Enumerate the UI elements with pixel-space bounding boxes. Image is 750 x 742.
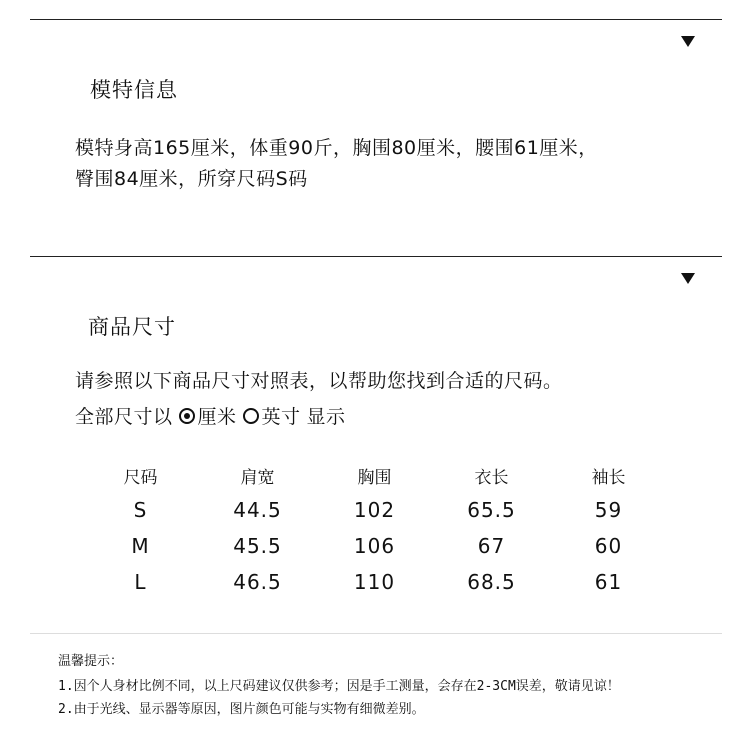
unit-inch-label[interactable]: 英寸 (261, 406, 301, 428)
table-header-cell: 胸围 (357, 467, 392, 488)
table-row (82, 528, 667, 564)
table-cell: 65.5 (467, 498, 516, 522)
size-table (82, 458, 667, 600)
table-header-cell: 尺码 (123, 467, 158, 488)
table-cell: 67 (477, 534, 506, 558)
section-divider (30, 256, 722, 257)
table-cell: 45.5 (233, 534, 282, 558)
table-header-cell: 肩宽 (240, 467, 275, 488)
table-cell: 110 (353, 570, 396, 594)
table-row (82, 492, 667, 528)
table-header-cell: 衣长 (474, 467, 509, 488)
table-cell: L (134, 570, 147, 594)
size-section-title: 商品尺寸 (88, 315, 176, 339)
table-header-cell: 袖长 (591, 467, 626, 488)
tips-title: 温馨提示： (58, 654, 124, 669)
table-row (82, 564, 667, 600)
unit-inch-radio[interactable] (243, 408, 259, 424)
table-cell: 106 (353, 534, 396, 558)
unit-suffix-label: 显示 (306, 406, 346, 428)
collapse-toggle-icon[interactable] (681, 36, 695, 47)
table-cell: 60 (594, 534, 623, 558)
tips-item-2: 2.由于光线、显示器等原因，图片颜色可能与实物有细微差别。 (58, 702, 425, 717)
tips-item-1: 1.因个人身材比例不同，以上尺码建议仅供参考；因是手工测量，会存在2-3CM误差，敬请见谅！ (58, 679, 620, 694)
size-intro-text: 请参照以下商品尺寸对照表，以帮助您找到合适的尺码。 (75, 370, 563, 392)
model-info-line-1: 模特身高165厘米，体重90斤，胸围80厘米，腰围61厘米， (75, 137, 598, 159)
table-cell: 102 (353, 498, 396, 522)
unit-cm-radio[interactable] (179, 408, 195, 424)
unit-cm-label[interactable]: 厘米 (197, 406, 237, 428)
section-divider (30, 19, 722, 20)
table-cell: 59 (594, 498, 623, 522)
unit-selector (75, 402, 346, 429)
table-header-row (82, 458, 667, 492)
model-info-line-2: 臀围84厘米，所穿尺码S码 (75, 168, 308, 190)
table-cell: 68.5 (467, 570, 516, 594)
unit-prefix-label: 全部尺寸以 (75, 406, 173, 428)
table-cell: S (133, 498, 148, 522)
table-cell: 44.5 (233, 498, 282, 522)
table-cell: 61 (594, 570, 623, 594)
collapse-toggle-icon[interactable] (681, 273, 695, 284)
table-cell: M (131, 534, 150, 558)
tips-divider (30, 633, 722, 634)
model-info-title: 模特信息 (90, 78, 178, 102)
table-cell: 46.5 (233, 570, 282, 594)
